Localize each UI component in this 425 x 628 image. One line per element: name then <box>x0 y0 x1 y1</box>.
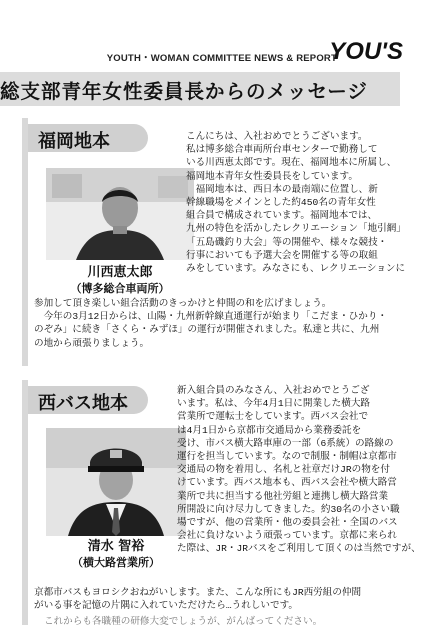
member-name: 川西恵太郎 <box>87 265 153 280</box>
header-label: YOUTH・WOMAN COMMITTEE NEWS & REPORT <box>106 53 337 64</box>
message-text-right: 新入組合員のみなさん、入社おめでとうござ います。私は、今年4月1日に開業した横大路 営業所で運転士をしています。西バス会社で は4月1日から京都市交通局から業務委託を 受け、市バス横大路車庫の一部（6系統）の路線の 運行を担当しています。なので制服・制帽は京都市 交通局の物を着用し、名札と社章だけJRの物を付 けています。西バス地本も、西バス会社や横大路営 業所で共に担当する他社労組と連携し横大路営業 所開設に向け尽力してきました。約30名の小さい職 場ですが、他の営業所・他の委員会社・全国のバス 会社に負けないよう頑張っています。京都に来られ た際は、JR・JRバスをご利用して頂くのは当然ですが、 <box>177 385 421 555</box>
member-caption <box>46 538 186 570</box>
section-tab <box>28 386 148 414</box>
portrait-photo <box>46 428 186 536</box>
portrait-image <box>46 168 194 260</box>
member-caption <box>46 264 194 296</box>
panel-edge <box>22 380 28 625</box>
page-title: 総支部青年女性委員長からのメッセージ <box>0 80 368 103</box>
portrait-photo <box>46 168 194 260</box>
section-nishi-bus <box>22 380 421 627</box>
message-text-full: 京都市バスもヨロシクおねがいします。また、こんな所にもJR西労組の仲間 がいる事を記憶の片隅に入れていただけたら…うれしいです。 <box>34 587 362 612</box>
member-workplace: （横大路営業所） <box>72 555 160 569</box>
section-fukuoka <box>22 118 406 366</box>
member-workplace: （博多総合車両所） <box>70 281 170 295</box>
header-brand-logo: YOU'S <box>329 38 403 65</box>
title-band <box>0 72 400 106</box>
member-name: 清水 智裕 <box>87 539 145 554</box>
message-text-right: こんにちは、入社おめでとうございます。 私は博多総合車両所台車センターで勤務して いる川西恵太郎です。現在、福岡地本に所属し、 福岡地本青年女性委員長をしています。 福岡地本は、西日本の最南端に位置し、新 幹線職場をメインとした約450名の青年女性 組合員で構成されています。福岡地本では、 九州の特色を活かしたレクリエーション「地引網」 「五島磯釣り大会」等の開催や、様々な競技・ 行事においても予選大会を開催する等の取組 みをしています。みなさにも、レクリエーションに <box>186 131 406 275</box>
message-text-full: 参加して頂き楽しい組合活動のきっかけと仲間の和を広げましょう。 今年の3月12日からは、山陽・九州新幹線直通運行が始まり「こだま・ひかり・ のぞみ」に続き「さくら・みずほ」の運行が開催されました。私達と共に、九州 の地から頑張りましょう。 <box>34 298 388 349</box>
message-text-cutoff: これからも各職種の研修大変でしょうが、がんばってください。 <box>44 616 323 627</box>
page-header <box>0 38 425 65</box>
section-tab-label: 西バス地本 <box>38 393 128 414</box>
portrait-image <box>46 428 186 536</box>
section-tab-label: 福岡地本 <box>38 131 110 152</box>
section-tab <box>28 124 148 152</box>
panel-edge <box>22 118 28 366</box>
